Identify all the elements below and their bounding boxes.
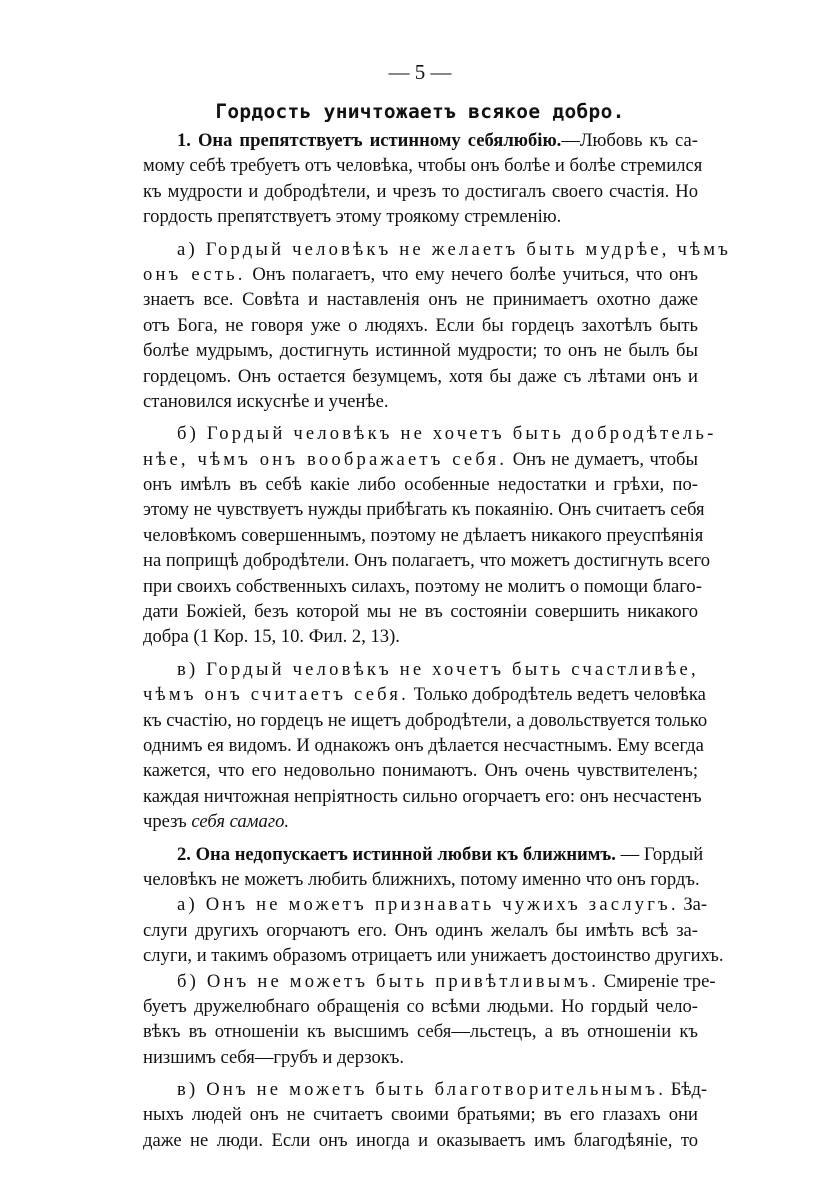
text-line-l21: [143, 657, 698, 682]
text-run: За-: [678, 894, 708, 916]
text-line-l34: [143, 994, 698, 1019]
text-run: становился искуснѣе и ученѣе.: [143, 390, 389, 412]
text-line-l32: [143, 943, 724, 968]
text-line-l11: [143, 389, 698, 414]
text-run: дати Божіей, безъ которой мы не въ состояніи совершить никакого: [143, 601, 698, 623]
text-line-l26: [143, 784, 702, 809]
text-run: нѣе, чѣмъ онъ воображаетъ себя.: [143, 448, 508, 470]
text-line-l22: [143, 682, 706, 707]
text-run: чрезъ: [143, 811, 192, 833]
text-run: ныхъ людей онъ не считаетъ своими братьями; въ его глазахъ они: [143, 1104, 698, 1126]
body-text: [143, 128, 732, 1153]
text-run: добра (1 Кор. 15, 10. Фил. 2, 13).: [143, 626, 400, 648]
page-number: — 5 —: [388, 60, 452, 84]
text-line-l4: [143, 204, 698, 229]
text-line-l19: [143, 599, 698, 624]
text-run: знаетъ все. Совѣта и наставленія онъ не принимаетъ охотно даже: [143, 289, 698, 311]
text-run: онъ имѣлъ въ себѣ какіе либо особенные недостатки и грѣхи, по-: [143, 474, 698, 496]
text-run: в) Гордый человѣкъ не хочетъ быть счастливѣе,: [177, 658, 699, 680]
text-run: буетъ дружелюбнаго обращенія со всѣми людьми. Но гордый чело-: [143, 995, 698, 1017]
text-line-l30: [143, 892, 708, 917]
text-run: кажется, что его недовольно понимаютъ. Онъ очень чувствителенъ;: [143, 760, 698, 782]
text-line-l10: [143, 364, 698, 389]
text-run: однимъ ея видомъ. И однакожъ онъ дѣлается несчастнымъ. Ему всегда: [143, 734, 704, 756]
text-run: даже не люди. Если онъ иногда и оказываетъ имъ благодѣяніе, то: [143, 1129, 698, 1151]
text-line-l39: [143, 1128, 698, 1153]
text-line-l20: [143, 624, 698, 649]
text-run: къ мудрости и добродѣтели, и чрезъ то достигалъ своего счастія. Но: [143, 180, 698, 202]
text-run: слуги другихъ огорчаютъ его. Онъ одинъ желалъ бы имѣть всѣ за-: [143, 919, 698, 941]
text-run: болѣе мудрымъ, достигнуть истинной мудрости; то онъ не былъ бы: [143, 340, 698, 362]
text-run: вѣкъ въ отношеніи къ высшимъ себя—льстецъ, а въ отношеніи къ: [143, 1021, 698, 1043]
text-line-l33: [143, 969, 716, 994]
text-run: на поприщѣ добродѣтели. Онъ полагаетъ, что можетъ достигнуть всего: [143, 550, 710, 572]
text-run: а) Онъ не можетъ признавать чужихъ заслугъ.: [177, 894, 679, 916]
text-line-l12: [143, 421, 717, 446]
text-line-l36: [143, 1045, 698, 1070]
text-run: Бѣд-: [666, 1079, 708, 1101]
section-heading: Гордость уничтожаетъ всякое добро.: [215, 100, 625, 123]
text-run: гордецомъ. Онъ остается безумцемъ, хотя бы даже съ лѣтами онъ и: [143, 365, 698, 387]
text-line-l14: [143, 472, 698, 497]
text-run: мому себѣ требуетъ отъ человѣка, чтобы онъ болѣе и болѣе стремился: [143, 155, 703, 177]
text-run: б) Гордый человѣкъ не хочетъ быть добродѣтель-: [177, 423, 717, 445]
text-run: этому не чувствуетъ нужды прибѣгать къ покаянію. Онъ считаетъ себя: [143, 499, 705, 521]
text-run: а) Гордый человѣкъ не желаетъ быть мудрѣе, чѣмъ: [177, 238, 732, 260]
text-line-l18: [143, 574, 702, 599]
text-run: слуги, и такимъ образомъ отрицаетъ или унижаетъ достоинство другихъ.: [143, 945, 724, 967]
text-line-l23: [143, 708, 708, 733]
text-line-l15: [143, 497, 705, 522]
text-line-l13: [143, 447, 698, 472]
text-run: онъ есть.: [143, 263, 246, 285]
text-run: в) Онъ не можетъ быть благотворительнымъ.: [177, 1079, 667, 1101]
text-run: Онъ не думаетъ, чтобы: [507, 448, 698, 470]
text-line-l16: [143, 523, 704, 548]
text-run: отъ Бога, не говоря уже о людяхъ. Если бы гордецъ захотѣлъ быть: [143, 314, 698, 336]
text-line-l29: [143, 867, 698, 892]
text-run: чѣмъ онъ считаетъ себя.: [143, 684, 409, 706]
text-line-l27: [143, 809, 698, 834]
text-run: 1. Она препятствуетъ истинному себялюбію.: [177, 130, 562, 151]
text-line-l17: [143, 548, 710, 573]
text-line-l35: [143, 1019, 698, 1044]
text-line-l6: [143, 262, 698, 287]
text-run: б) Онъ не можетъ быть привѣтливымъ.: [177, 970, 600, 992]
text-line-l24: [143, 733, 704, 758]
text-run: —Любовь къ са-: [561, 130, 698, 151]
text-run: 2. Она недопускаетъ истинной любви къ ближнимъ.: [177, 843, 616, 865]
text-run: низшимъ себя—грубъ и дерзокъ.: [143, 1046, 405, 1068]
text-line-l38: [143, 1102, 698, 1127]
text-line-l25: [143, 758, 698, 783]
text-line-l5: [143, 237, 732, 262]
text-line-l37: [143, 1077, 708, 1102]
text-line-l8: [143, 313, 698, 338]
text-run: человѣкомъ совершеннымъ, поэтому не дѣлаетъ никакого преуспѣянія: [143, 524, 704, 546]
text-run: себя самаго.: [191, 811, 290, 833]
text-run: каждая ничтожная непріятность сильно огорчаетъ его: онъ несчастенъ: [143, 785, 702, 807]
text-line-l31: [143, 918, 698, 943]
text-run: Смиреніе тре-: [599, 970, 716, 992]
text-run: къ счастію, но гордецъ не ищетъ добродѣтели, а довольствуется только: [143, 709, 708, 731]
text-line-l3: [143, 179, 698, 204]
text-run: гордость препятствуетъ этому троякому стремленію.: [143, 206, 562, 228]
text-run: Онъ полагаетъ, что ему нечего болѣе учиться, что онъ: [245, 263, 698, 285]
text-line-l2: [143, 153, 703, 178]
text-line-l28: [143, 842, 704, 867]
text-line-l7: [143, 287, 698, 312]
text-line-l9: [143, 338, 698, 363]
text-run: человѣкъ не можетъ любить ближнихъ, потому именно что онъ гордъ.: [143, 868, 700, 890]
text-run: Только добродѣтель ведетъ человѣка: [408, 684, 706, 706]
text-line-l1: [143, 128, 698, 153]
text-run: — Гордый: [615, 843, 704, 865]
text-run: при своихъ собственныхъ силахъ, поэтому не молитъ о помощи благо-: [143, 575, 702, 597]
